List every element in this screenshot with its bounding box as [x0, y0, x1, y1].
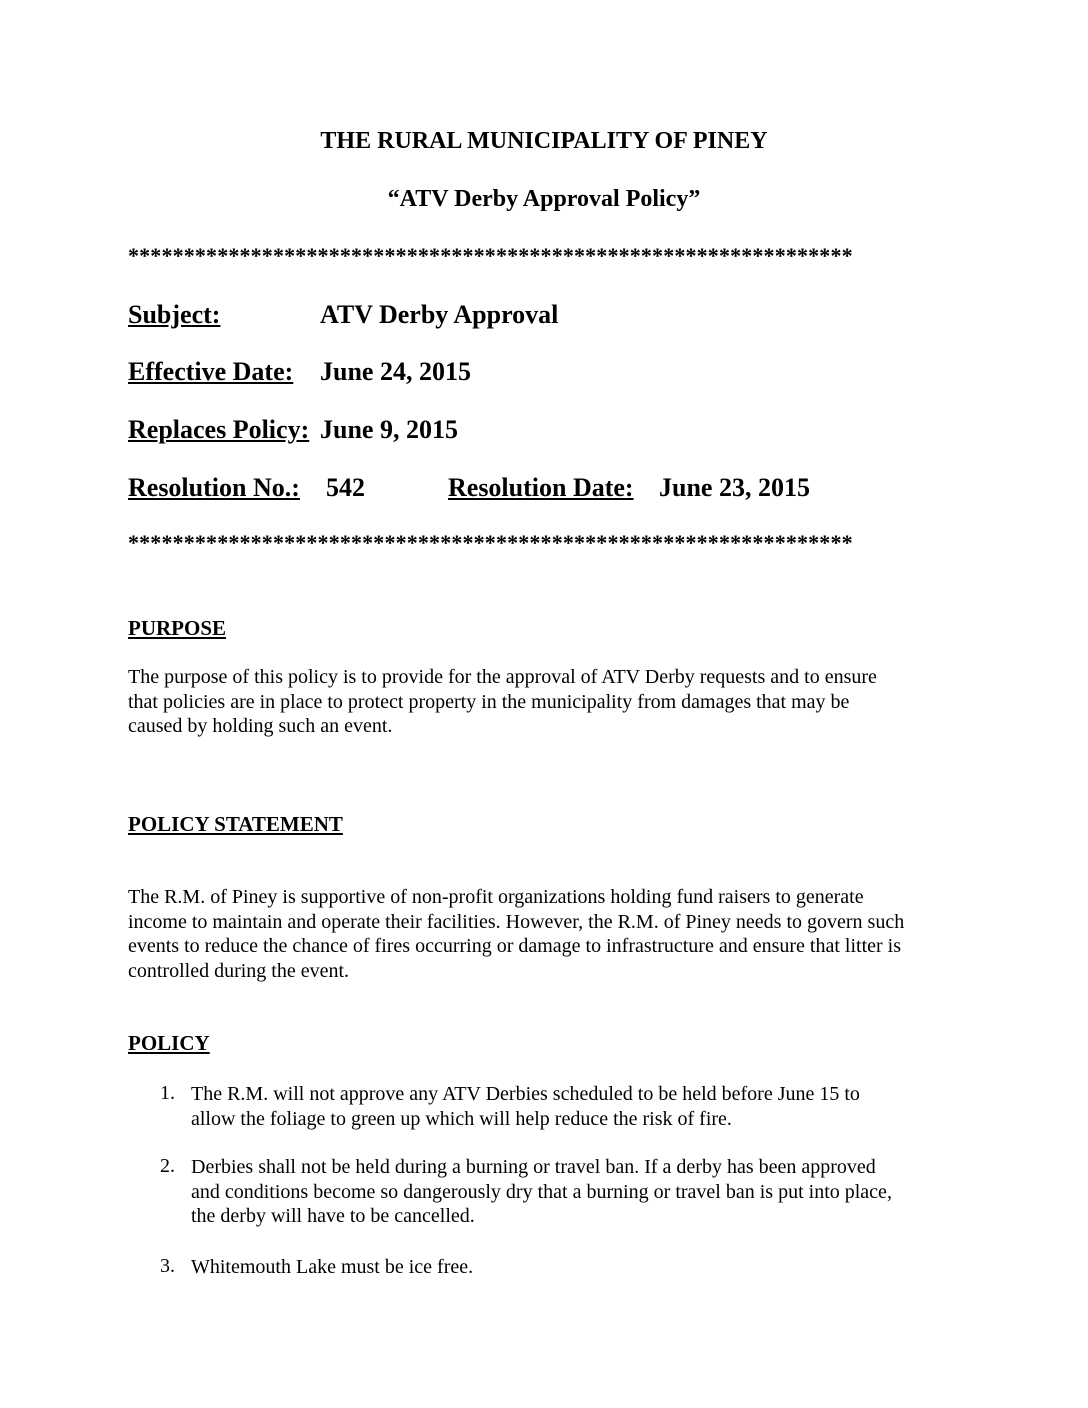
policy-item-line: allow the foliage to green up which will help reduce the risk of fire. [191, 1107, 732, 1130]
resolution-no-label: Resolution No.: [128, 473, 300, 502]
policy-item-line: Derbies shall not be held during a burning or travel ban. If a derby has been approved [191, 1156, 876, 1178]
policy-item-number: 2. [160, 1155, 175, 1177]
resolution-date-label: Resolution Date: [448, 473, 634, 502]
policy-item-line: The R.M. will not approve any ATV Derbies scheduled to be held before June 15 to [191, 1083, 860, 1105]
divider-bottom: ***************************************************************** [128, 530, 853, 555]
policy-statement-line: controlled during the event. [128, 959, 350, 982]
effective-date-label: Effective Date: [128, 357, 294, 386]
policy-title: “ATV Derby Approval Policy” [387, 186, 701, 212]
policy-item-line: and conditions become so dangerously dry that a burning or travel ban is put into place, [191, 1180, 892, 1203]
subject-label: Subject: [128, 300, 221, 329]
subject-value: ATV Derby Approval [320, 300, 559, 329]
purpose-line: caused by holding such an event. [128, 715, 393, 737]
policy-statement-line: events to reduce the chance of fires occurring or damage to infrastructure and ensure that litter is [128, 935, 902, 957]
policy-heading: POLICY [128, 1031, 210, 1055]
policy-statement-line: The R.M. of Piney is supportive of non-profit organizations holding fund raisers to generate [128, 886, 864, 908]
replaces-policy-label: Replaces Policy: [128, 415, 310, 444]
resolution-date-value: June 23, 2015 [659, 473, 810, 502]
replaces-policy-value: June 9, 2015 [320, 415, 458, 444]
divider-top: ***************************************************************** [128, 243, 853, 268]
policy-item [191, 1155, 971, 1229]
effective-date-value: June 24, 2015 [320, 357, 471, 386]
policy-item-number: 1. [160, 1082, 175, 1104]
policy-statement-heading: POLICY STATEMENT [128, 812, 343, 836]
policy-statement-line: income to maintain and operate their facilities. However, the R.M. of Piney needs to govern such [128, 910, 905, 933]
policy-statement-paragraph [128, 885, 968, 983]
purpose-line: that policies are in place to protect property in the municipality from damages that may be [128, 690, 850, 713]
purpose-heading: PURPOSE [128, 616, 227, 640]
policy-item-line: the derby will have to be cancelled. [191, 1205, 475, 1227]
municipality-title: THE RURAL MUNICIPALITY OF PINEY [320, 128, 768, 154]
policy-item-line: Whitemouth Lake must be ice free. [191, 1256, 474, 1278]
purpose-paragraph [128, 665, 968, 739]
resolution-no-value: 542 [326, 473, 365, 502]
policy-item [191, 1255, 971, 1280]
policy-item [191, 1082, 971, 1131]
policy-item-number: 3. [160, 1255, 175, 1277]
purpose-line: The purpose of this policy is to provide for the approval of ATV Derby requests and to ensure [128, 666, 877, 688]
